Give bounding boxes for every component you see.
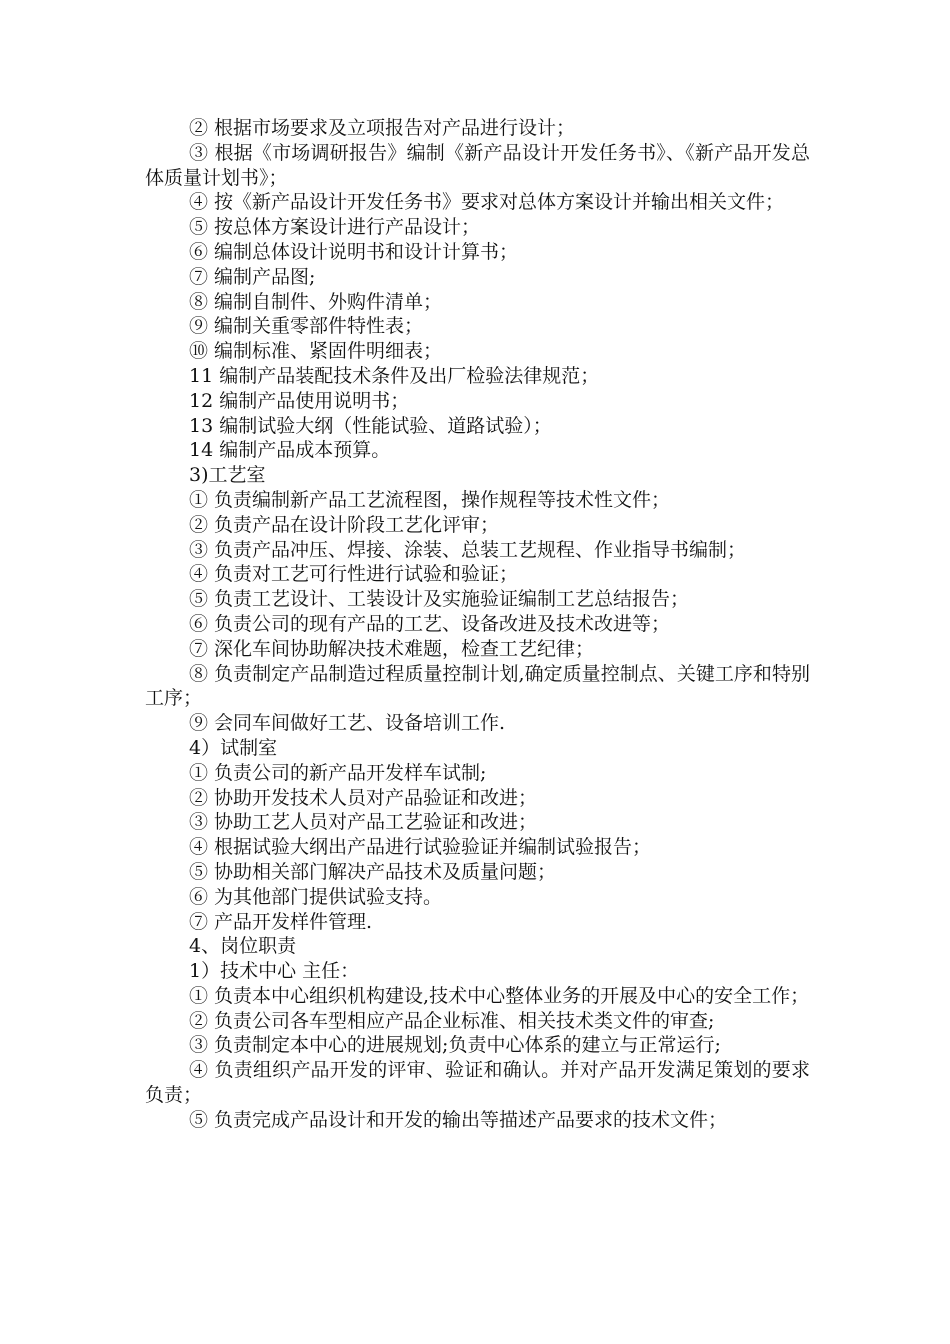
paragraph: ② 根据市场要求及立项报告对产品进行设计； [189,117,576,139]
paragraph: 12 编制产品使用说明书； [189,389,410,412]
paragraph: ② 协助开发技术人员对产品验证和改进； [189,786,538,809]
paragraph: ④ 负责对工艺可行性进行试验和验证； [189,563,519,586]
paragraph: ④ 按《新产品设计开发任务书》要求对总体方案设计并输出相关文件； [189,191,785,214]
paragraph: ① 负责公司的新产品开发样车试制; [189,761,487,784]
paragraph: ⑦ 编制产品图; [189,265,316,288]
paragraph: ⑧ 编制自制件、外购件清单； [189,290,443,313]
paragraph: ⑤ 协助相关部门解决产品技术及质量问题； [189,860,557,883]
paragraph: ① 负责编制新产品工艺流程图，操作规程等技术性文件； [189,488,671,511]
paragraph: ① 负责本中心组织机构建设,技术中心整体业务的开展及中心的安全工作； [189,984,810,1007]
paragraph: 11 编制产品装配技术条件及出厂检验法律规范； [189,364,600,387]
paragraph: ⑩ 编制标准、紧固件明细表； [189,340,443,363]
section-heading: 3)工艺室 [189,464,266,487]
paragraph: ⑦ 产品开发样件管理. [189,910,373,933]
paragraph: ⑨ 编制关重零部件特性表； [189,315,424,338]
paragraph: ② 负责公司各车型相应产品企业标准、相关技术类文件的审查; [189,1009,715,1032]
paragraph: ② 负责产品在设计阶段工艺化评审； [189,513,500,536]
section-heading: 4、岗位职责 [189,935,297,958]
paragraph: ⑦ 深化车间协助解决技术难题，检查工艺纪律； [189,637,595,660]
paragraph: ④ 根据试验大纲出产品进行试验验证并编制试验报告； [189,836,652,859]
paragraph: ⑤ 负责工艺设计、工装设计及实施验证编制工艺总结报告； [189,588,690,611]
paragraph: ⑥ 负责公司的现有产品的工艺、设备改进及技术改进等； [189,612,671,635]
section-heading: 4）试制室 [189,736,278,759]
paragraph: 14 编制产品成本预算。 [189,439,391,462]
paragraph: ③ 负责产品冲压、焊接、涂装、总装工艺规程、作业指导书编制； [189,538,747,561]
section-heading: 1）技术中心 主任： [189,960,360,983]
paragraph: ⑥ 为其他部门提供试验支持。 [189,885,443,908]
paragraph: ④ 负责组织产品开发的评审、验证和确认。并对产品开发满足策划的要求负责； [145,1059,810,1107]
paragraph: ③ 协助工艺人员对产品工艺验证和改进； [189,811,538,834]
paragraph: ⑤ 负责完成产品设计和开发的输出等描述产品要求的技术文件； [189,1108,728,1131]
paragraph: ⑤ 按总体方案设计进行产品设计； [189,216,481,239]
paragraph: ⑨ 会同车间做好工艺、设备培训工作. [189,712,506,735]
paragraph: ⑧ 负责制定产品制造过程质量控制计划,确定质量控制点、关键工序和特别工序； [145,662,810,710]
paragraph: ③ 根据《市场调研报告》编制《新产品设计开发任务书》、《新产品开发总体质量计划书》； [145,141,810,189]
paragraph: ③ 负责制定本中心的进展规划;负责中心体系的建立与正常运行; [189,1034,721,1057]
document-body [145,116,810,1133]
paragraph: 13 编制试验大纲（性能试验、道路试验）； [189,414,552,437]
paragraph: ⑥ 编制总体设计说明书和设计计算书； [189,240,519,263]
